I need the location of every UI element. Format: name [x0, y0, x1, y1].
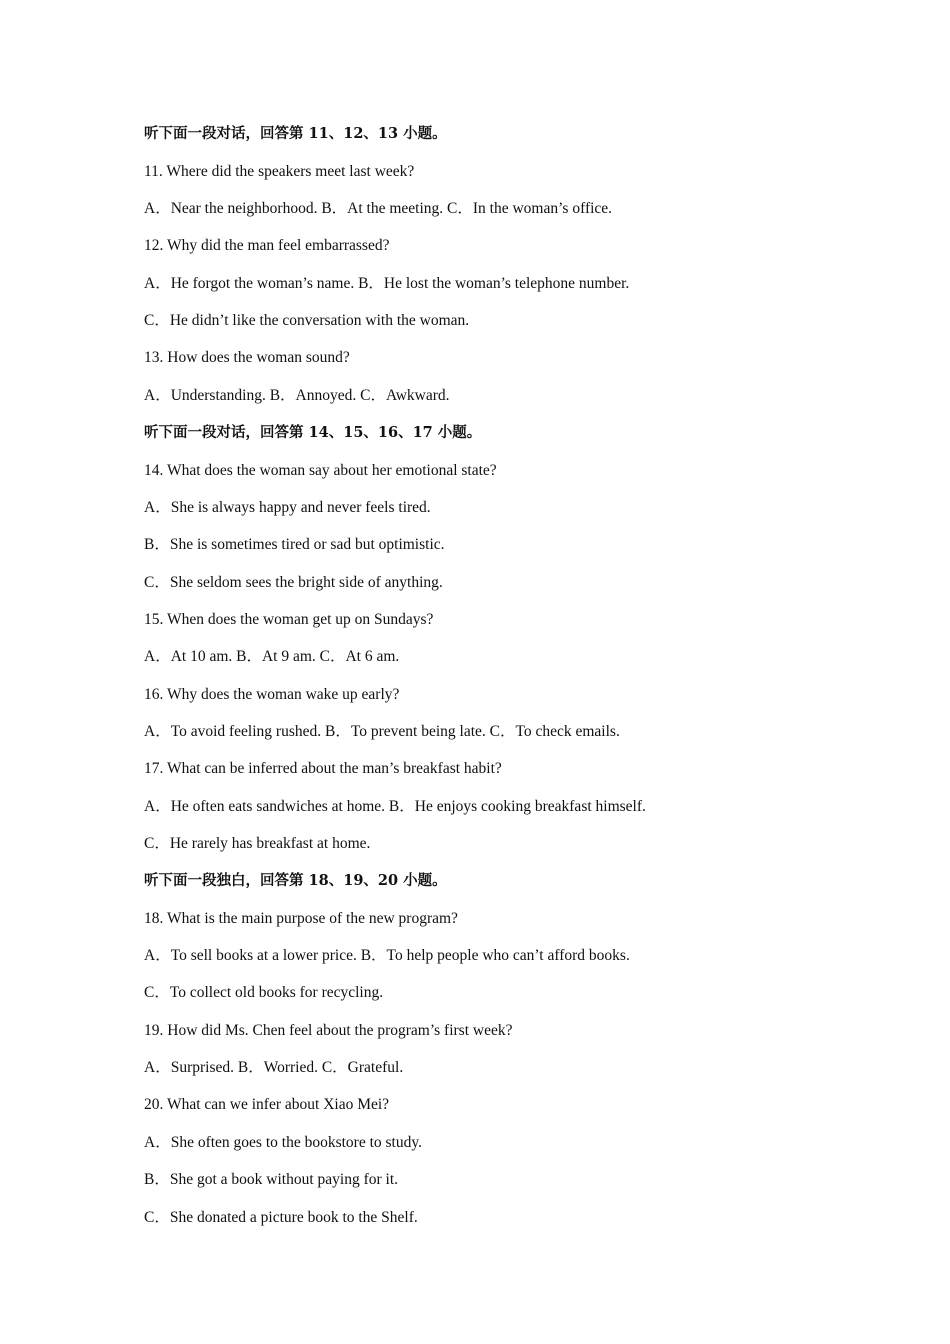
- question-options: B．She is sometimes tired or sad but optimistic.: [144, 536, 445, 553]
- question-options: A．Near the neighborhood. B．At the meeting. C．In the woman’s office.: [144, 200, 613, 217]
- question-options: A．To avoid feeling rushed. B．To prevent being late. C．To check emails.: [144, 723, 620, 740]
- question-options: A．Understanding. B．Annoyed. C．Awkward.: [144, 387, 450, 404]
- question-stem: 16. Why does the woman wake up early?: [144, 686, 400, 703]
- section-heading: 听下面一段对话，回答第 14、15、16、17 小题。: [144, 424, 482, 441]
- question-options: A．To sell books at a lower price. B．To help people who can’t afford books.: [144, 947, 630, 964]
- question-options: A．Surprised. B．Worried. C．Grateful.: [144, 1059, 404, 1076]
- question-options: C．To collect old books for recycling.: [144, 984, 384, 1001]
- question-options: C．He didn’t like the conversation with the woman.: [144, 312, 470, 329]
- question-stem: 18. What is the main purpose of the new program?: [144, 910, 458, 927]
- question-stem: 13. How does the woman sound?: [144, 349, 350, 366]
- question-options: A．He often eats sandwiches at home. B．He enjoys cooking breakfast himself.: [144, 798, 646, 815]
- question-options: A．He forgot the woman’s name. B．He lost the woman’s telephone number.: [144, 275, 630, 292]
- question-options: B．She got a book without paying for it.: [144, 1171, 399, 1188]
- question-options: A．She often goes to the bookstore to study.: [144, 1134, 422, 1151]
- section-heading: 听下面一段独白，回答第 18、19、20 小题。: [144, 872, 447, 889]
- question-options: A．She is always happy and never feels tired.: [144, 499, 431, 516]
- question-stem: 11. Where did the speakers meet last week?: [144, 163, 415, 180]
- question-stem: 12. Why did the man feel embarrassed?: [144, 237, 390, 254]
- question-stem: 17. What can be inferred about the man’s breakfast habit?: [144, 760, 502, 777]
- question-options: A．At 10 am. B．At 9 am. C．At 6 am.: [144, 648, 400, 665]
- question-stem: 20. What can we infer about Xiao Mei?: [144, 1096, 390, 1113]
- question-options: C．She donated a picture book to the Shelf.: [144, 1209, 418, 1226]
- question-stem: 15. When does the woman get up on Sundays?: [144, 611, 434, 628]
- question-options: C．He rarely has breakfast at home.: [144, 835, 371, 852]
- question-stem: 14. What does the woman say about her emotional state?: [144, 462, 497, 479]
- section-heading: 听下面一段对话，回答第 11、12、13 小题。: [144, 125, 447, 142]
- question-stem: 19. How did Ms. Chen feel about the program’s first week?: [144, 1022, 513, 1039]
- question-options: C．She seldom sees the bright side of anything.: [144, 574, 443, 591]
